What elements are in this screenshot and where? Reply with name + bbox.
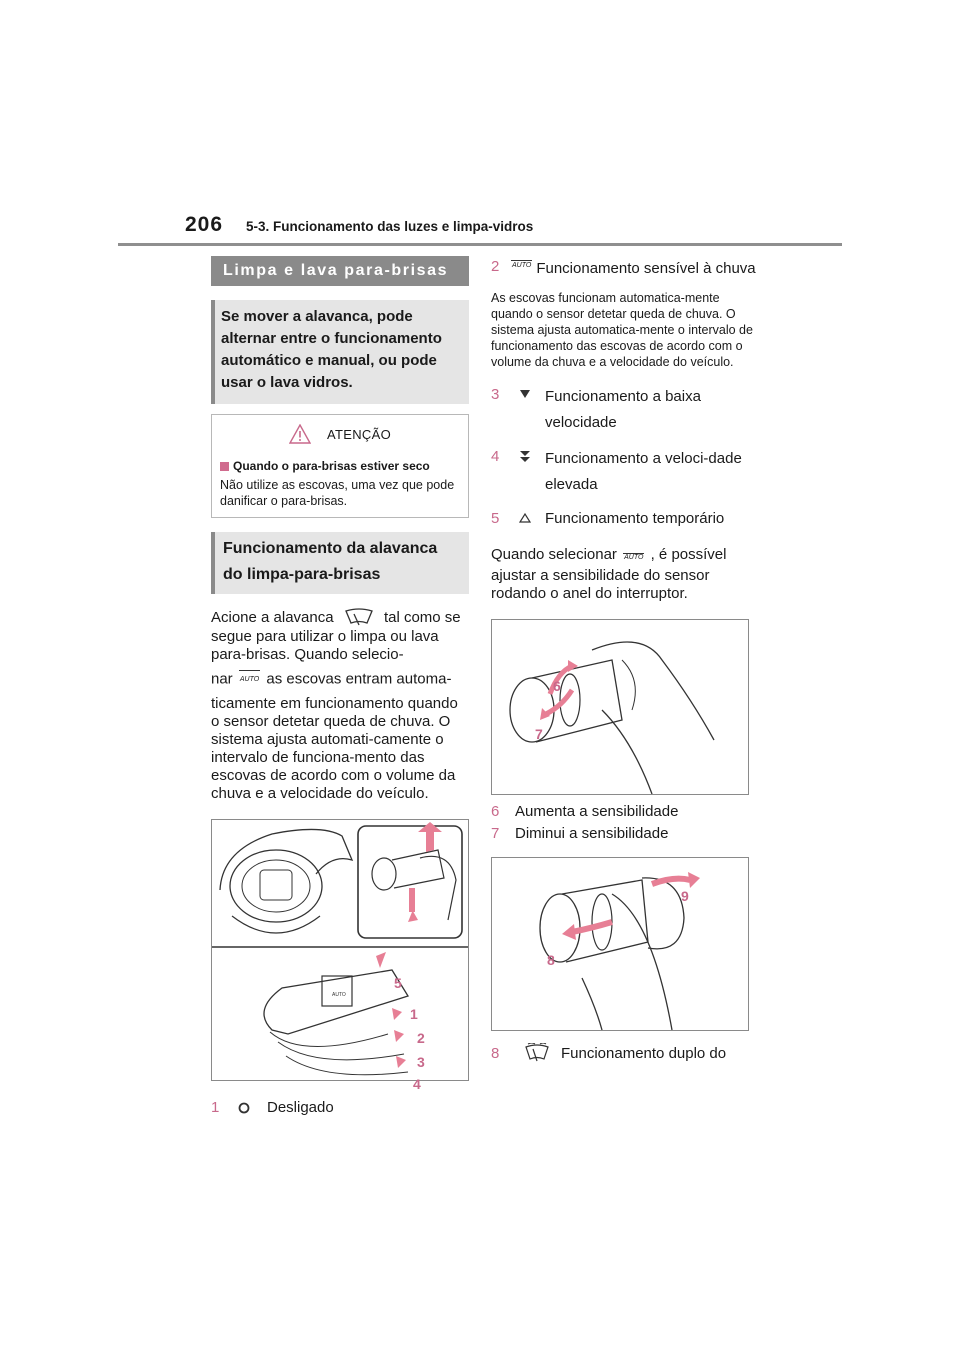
item-5-label: Funcionamento temporário — [545, 510, 725, 527]
wiper-icon — [342, 608, 376, 628]
lever-figure — [211, 819, 469, 1081]
washer-illustration — [492, 858, 748, 1030]
item-4-label: Funcionamento a veloci-dade elevada — [545, 450, 742, 493]
warning-title: ATENÇÃO — [327, 426, 391, 442]
item-2-number: 2 — [491, 258, 500, 275]
off-icon — [237, 1101, 251, 1115]
warning-text: Não utilize as escovas, uma vez que pode danificar o para-brisas. — [220, 478, 455, 508]
item-8-label: Funcionamento duplo do — [561, 1045, 727, 1062]
right-column — [491, 256, 757, 1065]
figure-label-2: 2 — [417, 1030, 425, 1046]
sensitivity-illustration — [492, 620, 748, 794]
item-3-number: 3 — [491, 386, 500, 403]
item-1-label: Desligado — [267, 1099, 334, 1116]
item-2-description: As escovas funcionam automatica-mente quando o sensor detetar queda de chuva. O sistema ajusta automatica-mente o intervalo de funcionamento das escovas de acordo com o volume da chuva e a velocidade do veículo. — [491, 291, 753, 369]
figure-label-9: 9 — [681, 888, 689, 904]
lever-paragraph-part2: tal como se segue para utilizar o limpa ou lava para-brisas. Quando selecio- — [211, 608, 461, 663]
figure-label-8: 8 — [547, 952, 555, 968]
item-4 — [491, 446, 757, 498]
item-8 — [491, 1043, 757, 1065]
warning-subtitle — [220, 459, 460, 473]
warning-head — [220, 421, 460, 447]
auto-icon: AUTO — [624, 554, 644, 561]
warning-triangle-icon — [289, 424, 311, 444]
chapter-title: 5-3. Funcionamento das luzes e limpa-vidros — [246, 219, 534, 234]
item-7-label: Diminui a sensibilidade — [515, 825, 669, 842]
low-speed-icon — [519, 388, 531, 400]
item-1 — [211, 1097, 469, 1119]
figure-label-7: 7 — [535, 726, 543, 742]
item-4-number: 4 — [491, 448, 500, 465]
figure-label-1: 1 — [410, 1006, 418, 1022]
wiper-washer-icon — [523, 1043, 551, 1063]
section-banner: Limpa e lava para-brisas — [211, 256, 469, 286]
item-1-number: 1 — [211, 1099, 220, 1116]
section-title: Funcionamento da alavanca do limpa-para-brisas — [211, 532, 469, 594]
item-3-label: Funcionamento a baixa velocidade — [545, 388, 701, 431]
page-number: 206 — [185, 213, 224, 236]
auto-icon: AUTO — [511, 260, 532, 272]
warning-subtitle-text: Quando o para-brisas estiver seco — [233, 459, 430, 473]
svg-text:AUTO: AUTO — [332, 992, 346, 998]
item-5-number: 5 — [491, 510, 500, 527]
left-column — [211, 256, 469, 1119]
lever-paragraph-line2 — [211, 670, 469, 689]
lever-paragraph-part4: as escovas entram automa- — [266, 670, 452, 688]
sensitivity-part1: Quando selecionar — [491, 546, 617, 563]
item-7-number: 7 — [491, 825, 500, 842]
high-speed-icon — [519, 450, 531, 464]
item-5 — [491, 508, 757, 530]
square-bullet-icon — [220, 462, 229, 471]
auto-icon: AUTO — [239, 670, 260, 689]
item-6 — [491, 801, 757, 823]
washer-figure — [491, 857, 749, 1031]
figure-label-6: 6 — [553, 678, 561, 694]
lever-paragraph-part1: Acione a alavanca — [211, 608, 334, 626]
lever-paragraph-part5: ticamente em funcionamento quando o sensor detetar queda de chuva. O sistema ajusta automati-camente o intervalo de funciona-mento das escovas de acordo com o volume da chuva e a velocidade do veículo. — [211, 695, 458, 802]
figure-label-3: 3 — [417, 1054, 425, 1070]
lever-paragraph — [211, 608, 469, 803]
intro-box: Se mover a alavanca, pode alternar entre o funcionamento automático e manual, ou pode usar o lava vidros. — [211, 300, 469, 404]
sensitivity-part2: , é possível ajustar a sensibilidade do sensor rodando o anel do interruptor. — [491, 546, 727, 602]
item-2-label: Funcionamento sensível à chuva — [536, 260, 756, 277]
figure-label-5: 5 — [394, 975, 402, 991]
figure-label-4: 4 — [413, 1076, 421, 1092]
header-rule — [118, 243, 842, 246]
item-8-number: 8 — [491, 1045, 500, 1062]
sensitivity-figure — [491, 619, 749, 795]
lever-paragraph-part3: nar — [211, 670, 233, 688]
warning-box — [211, 414, 469, 518]
item-7 — [491, 823, 757, 845]
item-6-label: Aumenta a sensibilidade — [515, 803, 679, 820]
item-3 — [491, 384, 757, 436]
item-2 — [491, 256, 757, 282]
item-6-number: 6 — [491, 803, 500, 820]
sensitivity-paragraph — [491, 546, 757, 603]
mist-icon — [519, 512, 531, 524]
lever-illustration — [212, 820, 468, 1080]
